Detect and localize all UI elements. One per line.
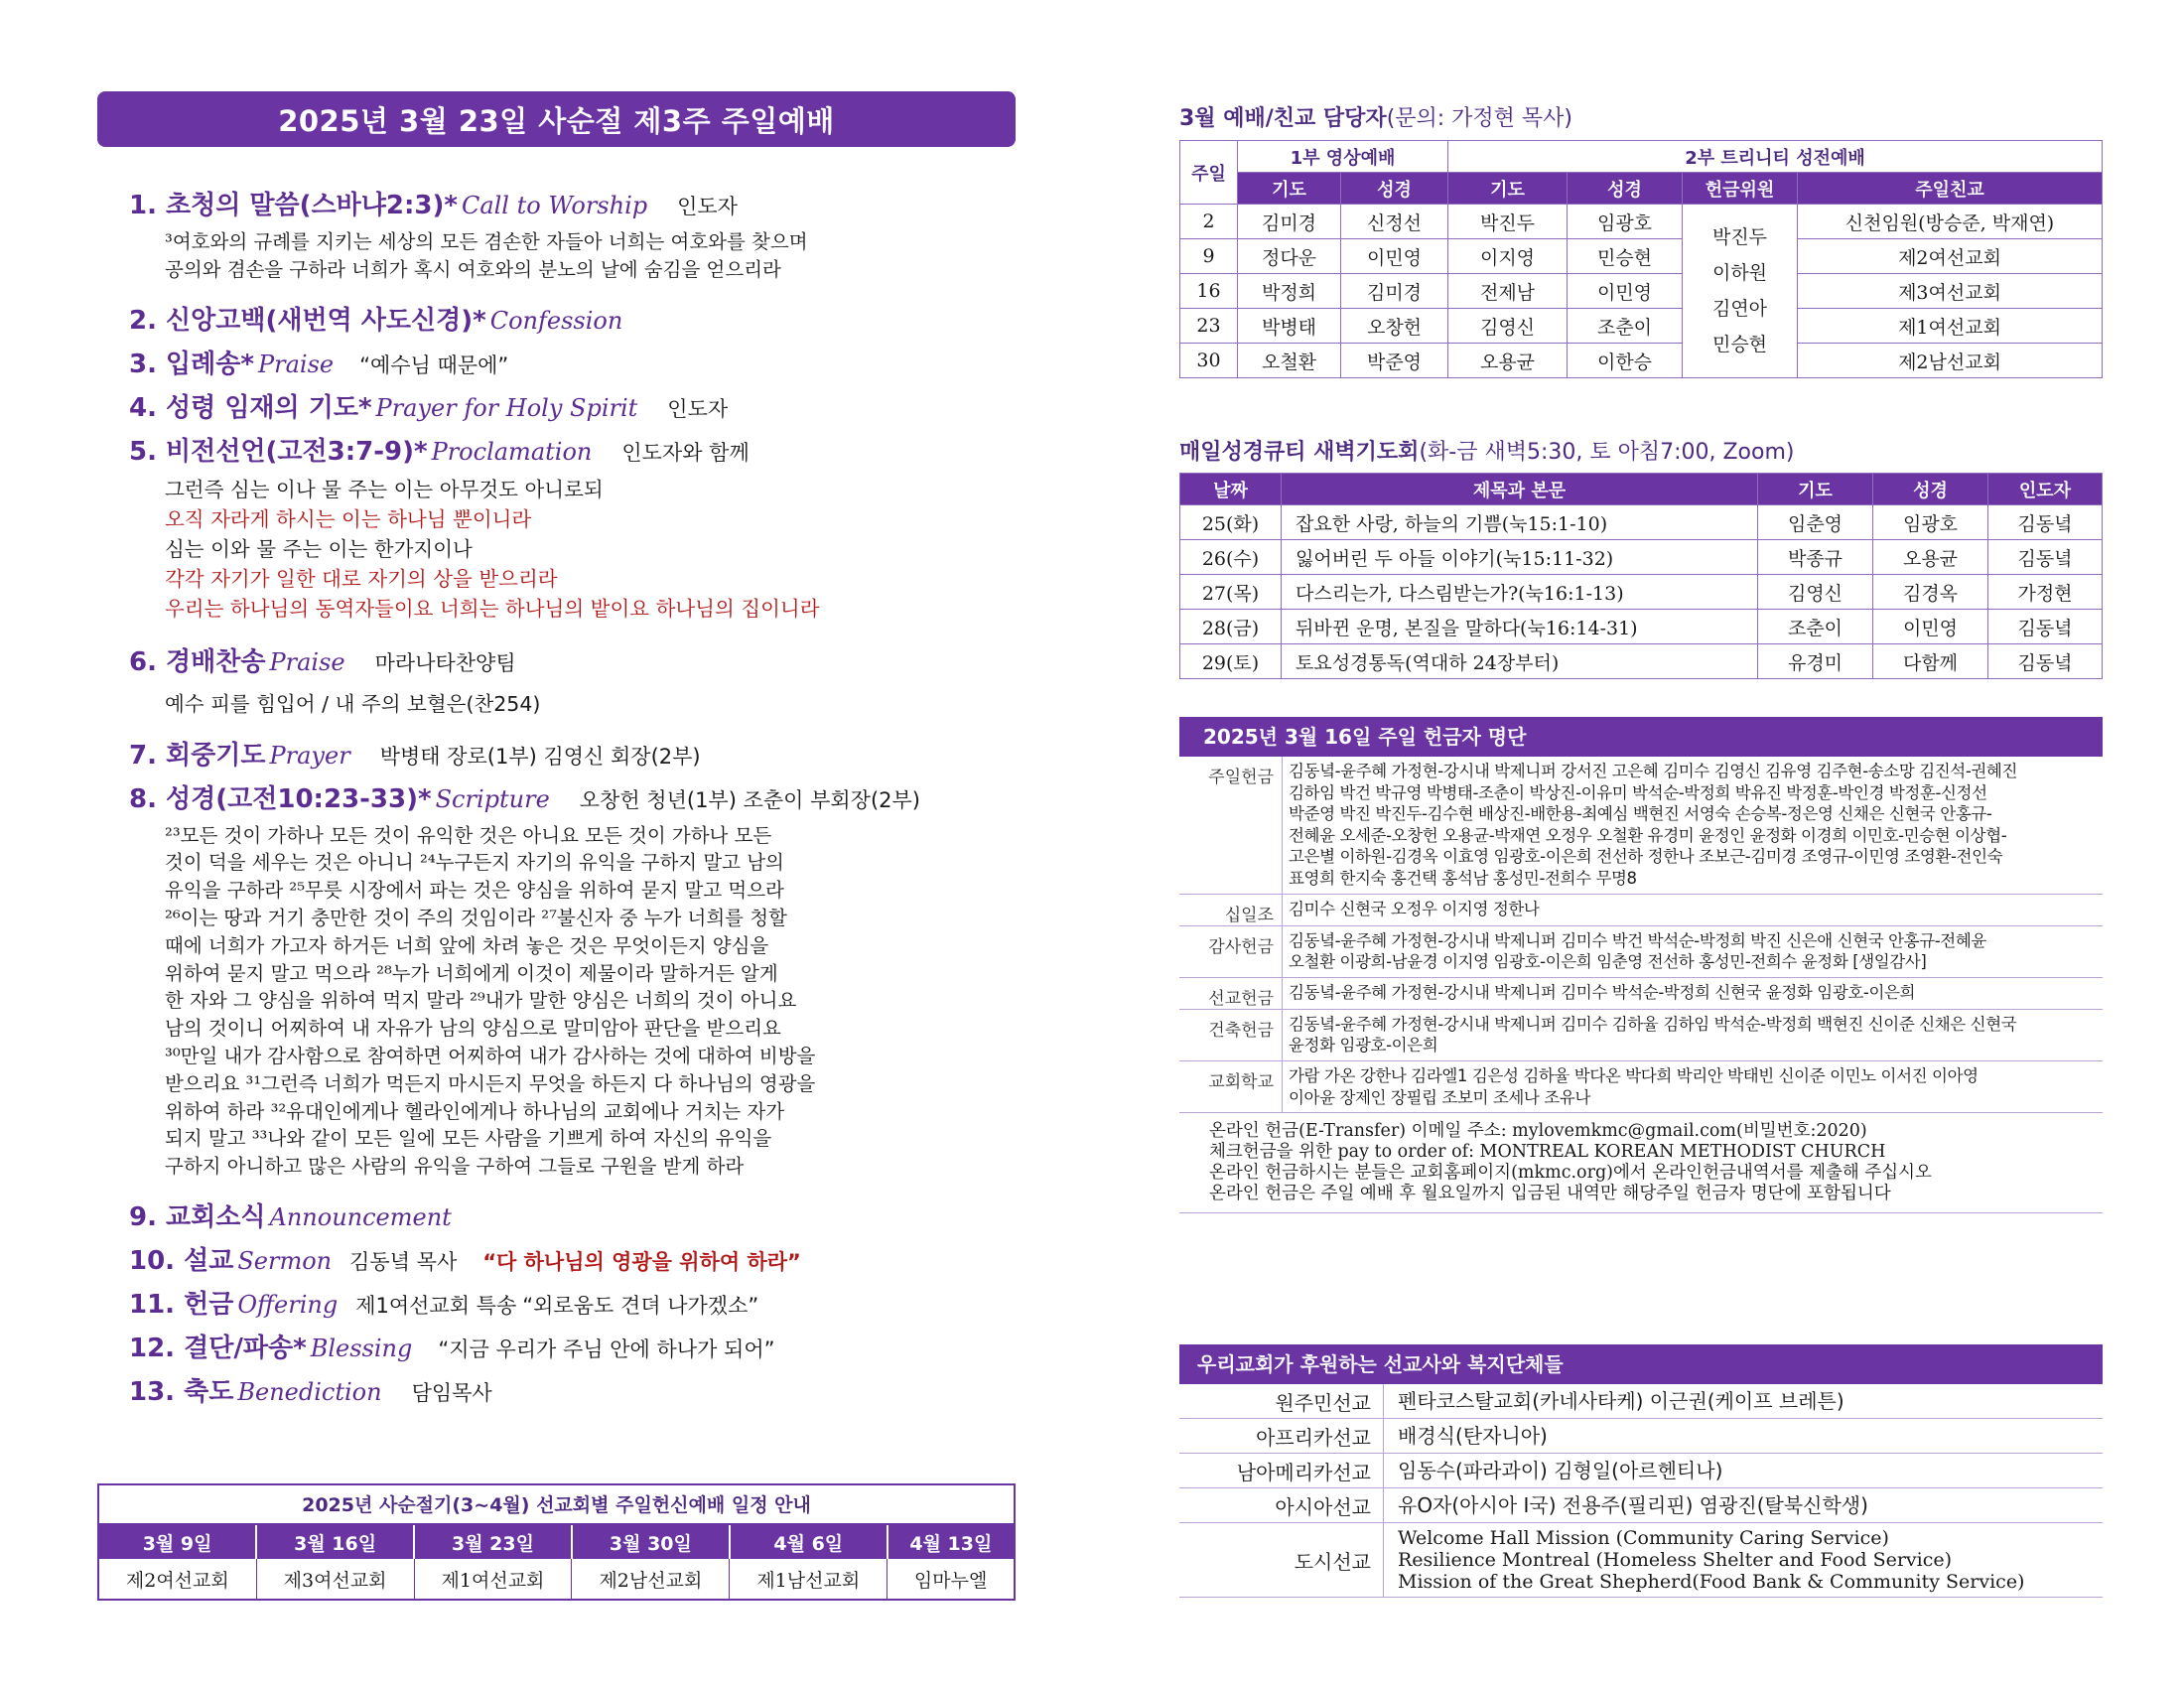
item-title-ko: 비전선언(고전3:7-9)*: [166, 436, 428, 467]
mission-value: [1384, 1454, 2103, 1487]
offering-member: 김연아: [1711, 298, 1768, 320]
header-bible: 성경: [1341, 173, 1448, 205]
item-title-ko: 신앙고백(새번역 사도신경)*: [166, 305, 486, 336]
item-leader: 인도자와 함께: [621, 440, 750, 465]
names-line: 오철환 이광희-남윤경 이지영 임광호-이은희 임춘영 전선하 홍성민-전희수 윤정화 [생일감사]: [1289, 952, 1927, 972]
passage-line: ²³모든 것이 가하나 모든 것이 유익한 것은 아니요 모든 것이 가하나 모든: [165, 823, 772, 847]
cell-title: 잃어버린 두 아들 이야기(눅15:11-32): [1282, 540, 1758, 575]
header-bible: 성경: [1873, 474, 1988, 505]
item-leader: 박병태 장로(1부) 김영신 회장(2부): [379, 744, 701, 769]
cell-offering-members: [1683, 205, 1798, 378]
offering-label: 십일조: [1179, 895, 1283, 925]
special-song-title: “외로움도 견뎌 나가겠소”: [522, 1293, 759, 1318]
schedule-date: 4월 6일: [730, 1525, 887, 1559]
item-number: 3.: [129, 349, 157, 379]
mission-label: 남아메리카선교: [1179, 1454, 1384, 1487]
offering-names: [1283, 978, 2103, 1009]
song-title: “지금 우리가 주님 안에 하나가 되어”: [438, 1336, 775, 1361]
duty-table: [1179, 140, 2103, 378]
header-service-2: 2부 트리니티 성전예배: [1448, 141, 2103, 173]
table-row: [1180, 309, 2103, 344]
offering-row-church-school: [1179, 1061, 2103, 1113]
schedule-group: 제3여선교회: [256, 1559, 414, 1599]
table-row: [1180, 274, 2103, 309]
item-sermon: [129, 1240, 1016, 1284]
cell-title: 잡요한 사랑, 하늘의 기쁨(눅15:1-10): [1282, 505, 1758, 540]
names-line: 이아윤 장제인 장필립 조보미 조세나 조유나: [1289, 1087, 1590, 1107]
order-of-worship: [97, 91, 1016, 1415]
schedule-group: 제1남선교회: [730, 1559, 887, 1599]
offering-member: 박진두: [1711, 226, 1768, 248]
mission-label: 원주민선교: [1179, 1384, 1384, 1418]
item-announcement: [129, 1196, 1016, 1240]
cell-day: 30: [1180, 344, 1238, 378]
item-title-ko: 경배찬송: [166, 646, 266, 677]
item-leader: 제1여선교회 특송: [355, 1293, 517, 1318]
item-number: 7.: [129, 740, 157, 771]
offering-label: 교회학교: [1179, 1061, 1283, 1112]
item-praise: [129, 344, 1016, 387]
item-number: 1.: [129, 191, 157, 220]
cell-title: 뒤바뀐 운명, 본질을 말하다(눅16:14-31): [1282, 610, 1758, 644]
offering-list: [1179, 717, 2103, 1213]
item-title-en: Confession: [489, 306, 623, 335]
cell-bible-2: 임광호: [1568, 205, 1683, 239]
cell-prayer-2: 박진두: [1448, 205, 1568, 239]
cell-date: 26(수): [1180, 540, 1282, 575]
passage-line: 구하지 아니하고 많은 사람의 유익을 구하여 그들로 구원을 받게 하라: [165, 1155, 745, 1179]
names-line: 김동녘-윤주혜 가정현-강시내 박제니퍼 강서진 고은혜 김미수 김영신 김유영 김주현-송소망 김진석-권혜진: [1289, 762, 2017, 780]
cell-prayer-2: 전제남: [1448, 274, 1568, 309]
duty-header-row-2: [1180, 173, 2103, 205]
cell-prayer-2: 오용균: [1448, 344, 1568, 378]
cell-fellowship: 제2여선교회: [1798, 239, 2103, 274]
item-title-ko: 헌금: [184, 1289, 234, 1320]
item-scripture: [129, 778, 1016, 822]
header-prayer: 기도: [1448, 173, 1568, 205]
names-line: 박준영 박진 박진두-김수현 배상진-배한용-최예심 백현진 서영숙 손승복-정은영 신채은 신현국 안홍규-: [1289, 804, 1992, 824]
mission-line: 펜타코스탈교회(카네사타케) 이근권(케이프 브레튼): [1398, 1389, 1844, 1413]
online-offering-notes: [1179, 1113, 2103, 1213]
header-fellowship: 주일친교: [1798, 173, 2103, 205]
item-number: 8.: [129, 783, 157, 814]
mission-value: [1384, 1523, 2103, 1597]
item-title-ko: 교회소식: [166, 1201, 266, 1232]
mission-value: [1384, 1384, 2103, 1418]
mission-line: 유O자(아시아 I국) 전용주(필리핀) 염광진(탈북신학생): [1398, 1493, 1868, 1517]
cell-title: 토요성경통독(역대하 24장부터): [1282, 644, 1758, 679]
header-prayer: 기도: [1238, 173, 1341, 205]
worship-banner: 2025년 3월 23일 사순절 제3주 주일예배: [97, 91, 1016, 147]
schedule-dates-row: [99, 1525, 1014, 1559]
item-title-en: Call to Worship: [461, 192, 648, 219]
cell-date: 25(화): [1180, 505, 1282, 540]
cell-fellowship: 제1여선교회: [1798, 309, 2103, 344]
table-row: [1180, 344, 2103, 378]
header-bible: 성경: [1568, 173, 1683, 205]
item-title-en: Praise: [269, 647, 345, 676]
qt-heading: [1179, 435, 1795, 466]
offering-label: 선교헌금: [1179, 978, 1283, 1009]
cell-bible: 오용균: [1873, 540, 1988, 575]
schedule-group: 제2여선교회: [99, 1559, 256, 1599]
mission-label: 도시선교: [1179, 1523, 1384, 1597]
mission-line: Mission of the Great Shepherd(Food Bank & Community Service): [1398, 1571, 2025, 1593]
song-title: “예수님 때문에”: [359, 352, 509, 377]
item-title-ko: 성경(고전10:23-33)*: [166, 783, 432, 814]
item-title-en: Offering: [237, 1290, 339, 1319]
note-line: 온라인 헌금은 주일 예배 후 월요일까지 입금된 내역만 해당주일 헌금자 명단에 포함됩니다: [1209, 1184, 1891, 1204]
item-number: 5.: [129, 436, 157, 467]
cell-title: 다스리는가, 다스림받는가?(눅16:1-13): [1282, 575, 1758, 610]
item-title-en: Announcement: [269, 1202, 452, 1231]
cell-date: 28(금): [1180, 610, 1282, 644]
item-title-en: Scripture: [435, 784, 550, 813]
mission-value: [1384, 1419, 2103, 1453]
passage-line: 유익을 구하라 ²⁵무릇 시장에서 파는 것은 양심을 위하여 묻지 말고 먹으라: [165, 879, 784, 903]
cell-prayer-1: 박정희: [1238, 274, 1341, 309]
item-title-ko: 결단/파송*: [184, 1333, 307, 1363]
item-leader: 김동녘 목사: [349, 1249, 458, 1274]
cell-prayer-1: 김미경: [1238, 205, 1341, 239]
sermon-title: “다 하나님의 영광을 위하여 하라”: [482, 1249, 801, 1274]
schedule-group: 제1여선교회: [414, 1559, 572, 1599]
cell-prayer: 김영신: [1758, 575, 1873, 610]
schedule-group: 제2남선교회: [572, 1559, 730, 1599]
mission-row: [1179, 1488, 2103, 1523]
scripture-passage: [129, 822, 1016, 1181]
passage-line: 공의와 겸손을 구하라 너희가 혹시 여호와의 분노의 날에 숨김을 얻으리라: [165, 257, 781, 281]
offering-row-sunday: [1179, 757, 2103, 895]
offering-label: 주일헌금: [1179, 757, 1283, 894]
cell-prayer: 임춘영: [1758, 505, 1873, 540]
names-line: 김하임 박건 박규영 박병태-조춘이 박상진-이유미 박석순-박정희 박유진 박정훈-박인경 박정훈-신정선: [1289, 782, 1987, 802]
vision-line: 오직 자라게 하시는 이는 하나님 뿐이니라: [165, 506, 532, 531]
duty-heading: [1179, 101, 1572, 132]
mission-row: [1179, 1454, 2103, 1488]
missions-title: 우리교회가 후원하는 선교사와 복지단체들: [1179, 1344, 2103, 1384]
names-line: 김미수 신현국 오정우 이지영 정한나: [1289, 899, 1540, 918]
cell-bible-2: 조춘이: [1568, 309, 1683, 344]
duty-note: (문의: 가정현 목사): [1386, 106, 1573, 131]
names-line: 가람 가온 강한나 김라엘1 김은성 김하율 박다온 박다희 박리안 박태빈 신이준 이민노 이서진 이아영: [1289, 1065, 1979, 1085]
cell-fellowship: 신천임원(방승준, 박재연): [1798, 205, 2103, 239]
item-title-en: Prayer: [269, 741, 350, 770]
vision-line: 우리는 하나님의 동역자들이요 너희는 하나님의 밭이요 하나님의 집이니라: [165, 596, 820, 621]
cell-leader: 김동녘: [1988, 505, 2103, 540]
cell-bible-2: 이민영: [1568, 274, 1683, 309]
names-line: 고은별 이하원-김경옥 이효영 임광호-이은희 전선하 정한나 조보근-김미경 조영규-이민영 조영환-전인숙: [1289, 847, 2003, 867]
item-call-to-worship: [129, 185, 1016, 228]
schedule-table: [99, 1525, 1014, 1599]
offering-names: [1283, 757, 2103, 894]
schedule-date: 3월 23일: [414, 1525, 572, 1559]
cell-leader: 김동녘: [1988, 644, 2103, 679]
offering-row-building: [1179, 1010, 2103, 1061]
vision-statement: [129, 475, 1016, 624]
passage-line: 받으리요 ³¹그런즉 너희가 먹든지 마시든지 무엇을 하든지 다 하나님의 영광을: [165, 1071, 816, 1095]
item-offering: [129, 1284, 1016, 1328]
item-title-ko: 성령 임재의 기도*: [166, 392, 372, 423]
cell-bible-2: 민승현: [1568, 239, 1683, 274]
item-benediction: [129, 1371, 1016, 1415]
item-blessing: [129, 1328, 1016, 1371]
cell-day: 16: [1180, 274, 1238, 309]
header-date: 날짜: [1180, 474, 1282, 505]
mission-value: [1384, 1488, 2103, 1522]
schedule-date: 3월 16일: [256, 1525, 414, 1559]
item-worship-praise: [129, 641, 1016, 685]
table-row: [1180, 239, 2103, 274]
mission-row: [1179, 1419, 2103, 1454]
vision-line: 각각 자기가 일한 대로 자기의 상을 받으리라: [165, 566, 558, 591]
passage-line: 위하여 묻지 말고 먹으라 ²⁸누가 너희에게 이것이 제물이라 말하거든 알게: [165, 961, 778, 985]
item-number: 9.: [129, 1201, 157, 1232]
passage-line: 때에 너희가 가고자 하거든 너희 앞에 차려 놓은 것은 무엇이든지 양심을: [165, 933, 769, 957]
header-title: 제목과 본문: [1282, 474, 1758, 505]
qt-note: (화-금 새벽5:30, 토 아침7:00, Zoom): [1419, 440, 1795, 465]
passage-line: 되지 말고 ³³나와 같이 모든 일에 모든 사람을 기쁘게 하여 자신의 유익을: [165, 1127, 772, 1151]
cell-bible-1: 이민영: [1341, 239, 1448, 274]
mission-line: 배경식(탄자니아): [1398, 1424, 1548, 1448]
header-sunday: 주일: [1180, 141, 1238, 205]
cell-leader: 김동녘: [1988, 540, 2103, 575]
qt-title: 매일성경큐티 새벽기도회: [1179, 440, 1420, 465]
missions-list: [1179, 1344, 2103, 1598]
cell-bible-1: 오창헌: [1341, 309, 1448, 344]
cell-prayer-1: 오철환: [1238, 344, 1341, 378]
passage-line: ³여호와의 규례를 지키는 세상의 모든 겸손한 자들아 너희는 여호와를 찾으며: [165, 230, 808, 253]
cell-prayer: 유경미: [1758, 644, 1873, 679]
item-congregational-prayer: [129, 735, 1016, 778]
duty-title: 3월 예배/친교 담당자: [1179, 106, 1387, 131]
cell-bible-1: 신정선: [1341, 205, 1448, 239]
item-leader: 오창헌 청년(1부) 조춘이 부회장(2부): [579, 787, 921, 812]
cell-prayer: 조춘이: [1758, 610, 1873, 644]
mission-row: [1179, 1523, 2103, 1598]
item-leader: 인도자: [677, 195, 738, 218]
item-leader: 담임목사: [411, 1380, 492, 1405]
schedule-title: 2025년 사순절기(3~4월) 선교회별 주일헌신예배 일정 안내: [99, 1485, 1014, 1525]
mission-label: 아시아선교: [1179, 1488, 1384, 1522]
names-line: 전혜윤 오세준-오창헌 오용균-박재연 오정우 오철환 유경미 윤정인 윤정화 이경희 이민호-민승현 이상협-: [1289, 825, 2007, 845]
offering-member: 이하원: [1711, 262, 1768, 284]
item-number: 13.: [129, 1376, 176, 1407]
duty-header-row-1: [1180, 141, 2103, 173]
item-title-en: Sermon: [237, 1246, 333, 1275]
names-line: 표영희 한지숙 홍건택 홍석남 홍성민-전희수 무명8: [1289, 868, 1637, 888]
item-title-en: Proclamation: [431, 437, 593, 466]
call-passage: [129, 228, 1016, 284]
mission-row: [1179, 1384, 2103, 1419]
table-row: [1180, 540, 2103, 575]
cell-prayer-2: 이지영: [1448, 239, 1568, 274]
cell-day: 2: [1180, 205, 1238, 239]
table-row: [1180, 205, 2103, 239]
schedule-date: 4월 13일: [887, 1525, 1014, 1559]
passage-line: 것이 덕을 세우는 것은 아니니 ²⁴누구든지 자기의 유익을 구하지 말고 남의: [165, 851, 784, 875]
offering-row-tithe: [1179, 895, 2103, 926]
cell-prayer-1: 정다운: [1238, 239, 1341, 274]
header-service-1: 1부 영상예배: [1238, 141, 1448, 173]
offering-names: [1283, 1010, 2103, 1060]
names-line: 김동녘-윤주혜 가정현-강시내 박제니퍼 김미수 박석순-박정희 신현국 윤정화 임광호-이은희: [1289, 982, 1916, 1002]
offering-row-thanks: [1179, 926, 2103, 978]
item-title-ko: 입례송*: [166, 349, 254, 379]
item-number: 4.: [129, 392, 157, 423]
passage-line: 한 자와 그 양심을 위하여 먹지 말라 ²⁹내가 말한 양심은 너희의 것이 아니요: [165, 989, 797, 1013]
offering-label: 감사헌금: [1179, 926, 1283, 977]
item-title-ko: 초청의 말씀(스바냐2:3)*: [166, 191, 458, 220]
item-proclamation: [129, 431, 1016, 475]
lent-schedule: [97, 1483, 1016, 1601]
passage-line: ³⁰만일 내가 감사함으로 참여하면 어찌하여 내가 감사하는 것에 대하여 비방을: [165, 1044, 816, 1067]
names-line: 김동녘-윤주혜 가정현-강시내 박제니퍼 김미수 박건 박석순-박정희 박진 신은애 신현국 안홍규-전혜윤: [1289, 930, 1986, 950]
qt-table: [1179, 473, 2103, 679]
item-number: 10.: [129, 1245, 176, 1276]
offering-row-mission: [1179, 978, 2103, 1010]
header-prayer: 기도: [1758, 474, 1873, 505]
item-title-en: Praise: [257, 350, 335, 378]
mission-line: 임동수(파라과이) 김형일(아르헨티나): [1398, 1459, 1723, 1482]
cell-fellowship: 제2남선교회: [1798, 344, 2103, 378]
item-title-ko: 설교: [184, 1245, 234, 1276]
item-leader: 마라나타찬양팀: [374, 650, 516, 675]
item-title-en: Prayer for Holy Spirit: [375, 393, 638, 422]
praise-songs: 예수 피를 힘입어 / 내 주의 보혈은(찬254): [165, 691, 541, 716]
mission-label: 아프리카선교: [1179, 1419, 1384, 1453]
note-line: 온라인 헌금하시는 분들은 교회홈페이지(mkmc.org)에서 온라인헌금내역서를 제출해 주십시오: [1209, 1163, 1932, 1184]
offering-names: [1283, 926, 2103, 977]
cell-bible: 임광호: [1873, 505, 1988, 540]
schedule-groups-row: [99, 1559, 1014, 1599]
header-leader: 인도자: [1988, 474, 2103, 505]
item-number: 6.: [129, 646, 157, 677]
offering-member: 민승현: [1711, 334, 1768, 355]
cell-day: 9: [1180, 239, 1238, 274]
cell-bible: 다함께: [1873, 644, 1988, 679]
item-number: 12.: [129, 1333, 176, 1363]
schedule-date: 3월 30일: [572, 1525, 730, 1559]
mission-line: Welcome Hall Mission (Community Caring Service): [1398, 1527, 1889, 1549]
note-line: 온라인 헌금(E-Transfer) 이메일 주소: mylovemkmc@gmail.com(비밀번호:2020): [1209, 1121, 1867, 1142]
cell-prayer-2: 김영신: [1448, 309, 1568, 344]
header-offering: 헌금위원: [1683, 173, 1798, 205]
item-title-ko: 회중기도: [166, 740, 266, 771]
worship-items: [97, 185, 1016, 1415]
cell-bible: 김경옥: [1873, 575, 1988, 610]
names-line: 김동녘-윤주혜 가정현-강시내 박제니퍼 김미수 김하율 김하임 박석순-박정희 백현진 신이준 신채은 신현국: [1289, 1014, 2017, 1034]
item-title-ko: 축도: [184, 1376, 234, 1407]
cell-bible: 이민영: [1873, 610, 1988, 644]
note-line: 체크헌금을 위한 pay to order of: MONTREAL KOREAN METHODIST CHURCH: [1209, 1142, 1886, 1163]
cell-date: 27(목): [1180, 575, 1282, 610]
item-title-en: Benediction: [237, 1377, 382, 1406]
cell-bible-1: 김미경: [1341, 274, 1448, 309]
names-line: 윤정화 임광호-이은희: [1289, 1036, 1438, 1055]
item-number: 2.: [129, 305, 157, 336]
cell-day: 23: [1180, 309, 1238, 344]
passage-line: 위하여 하라 ³²유대인에게나 헬라인에게나 하나님의 교회에나 거치는 자가: [165, 1099, 785, 1123]
cell-date: 29(토): [1180, 644, 1282, 679]
table-row: [1180, 644, 2103, 679]
passage-line: ²⁶이는 땅과 거기 충만한 것이 주의 것임이라 ²⁷불신자 중 누가 너희를 청할: [165, 906, 787, 929]
item-title-en: Blessing: [310, 1334, 413, 1362]
schedule-date: 3월 9일: [99, 1525, 256, 1559]
offering-names: [1283, 1061, 2103, 1112]
cell-leader: 가정현: [1988, 575, 2103, 610]
passage-line: 남의 것이니 어찌하여 내 자유가 남의 양심으로 말미암아 판단을 받으리요: [165, 1017, 781, 1041]
schedule-group: 임마누엘: [913, 1569, 988, 1592]
offering-names: [1283, 895, 2103, 925]
qt-header-row: [1180, 474, 2103, 505]
table-row: [1180, 575, 2103, 610]
table-row: [1180, 610, 2103, 644]
cell-prayer-1: 박병태: [1238, 309, 1341, 344]
vision-line: 그런즉 심는 이나 물 주는 이는 아무것도 아니로되: [165, 477, 604, 501]
offering-title: 2025년 3월 16일 주일 헌금자 명단: [1179, 717, 2103, 757]
mission-line: Resilience Montreal (Homeless Shelter and Food Service): [1398, 1549, 1953, 1571]
offering-label: 건축헌금: [1179, 1010, 1283, 1060]
cell-bible-1: 박준영: [1341, 344, 1448, 378]
item-leader: 인도자: [667, 396, 729, 421]
item-confession: [129, 300, 1016, 344]
item-number: 11.: [129, 1289, 176, 1320]
table-row: [1180, 505, 2103, 540]
vision-line: 심는 이와 물 주는 이는 한가지이나: [165, 536, 473, 561]
item-prayer-holy-spirit: [129, 387, 1016, 431]
cell-bible-2: 이한승: [1568, 344, 1683, 378]
cell-prayer: 박종규: [1758, 540, 1873, 575]
cell-leader: 김동녘: [1988, 610, 2103, 644]
cell-fellowship: 제3여선교회: [1798, 274, 2103, 309]
